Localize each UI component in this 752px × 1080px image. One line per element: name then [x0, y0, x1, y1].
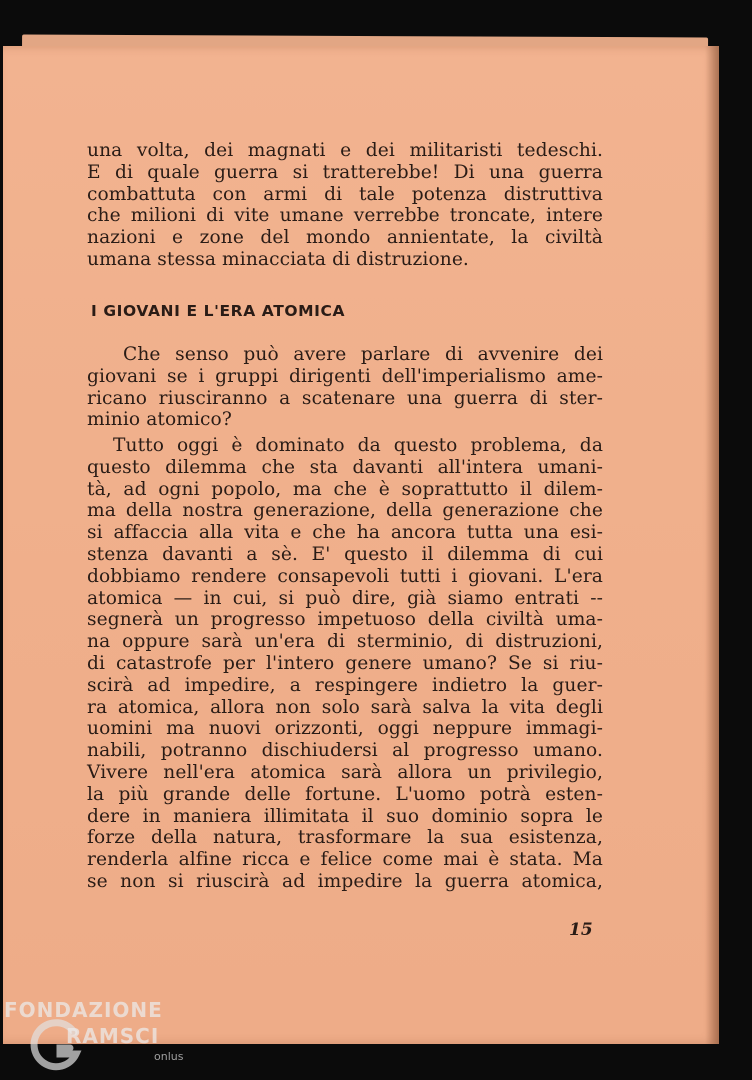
section-heading: I GIOVANI E L'ERA ATOMICA	[91, 302, 346, 320]
text-line: dere in maniera illimitata il suo dominio sopra le	[87, 805, 603, 827]
text-line: uomini ma nuovi orizzonti, oggi neppure immagi-	[87, 718, 603, 740]
text-line: na oppure sarà un'era di sterminio, di distruzioni,	[87, 631, 603, 653]
text-line: la più grande delle fortune. L'uomo potrà esten-	[87, 783, 603, 805]
text-line: stenza davanti a sè. E' questo il dilemma di cui	[87, 543, 603, 565]
text-line: ricano riusciranno a scatenare una guerra di ster-	[87, 387, 603, 409]
text-line: se non si riuscirà ad impedire la guerra atomica,	[87, 870, 603, 892]
text-line: nabili, potranno dischiudersi al progresso umano.	[87, 740, 603, 762]
text-line: ma della nostra generazione, della generazione che	[87, 500, 603, 522]
text-line: E di quale guerra si tratterebbe! Di una guerra	[87, 161, 603, 183]
text-line: scirà ad impedire, a respingere indietro la guer-	[87, 674, 603, 696]
watermark-line2: RAMSCI	[66, 1024, 160, 1048]
text-line: Vivere nell'era atomica sarà allora un privilegio,	[87, 761, 603, 783]
paragraph-question	[87, 344, 603, 431]
text-line: Che senso può avere parlare di avvenire dei	[123, 344, 603, 365]
text-line: segnerà un progresso impetuoso della civiltà uma-	[87, 609, 603, 631]
text-line: tà, ad ogni popolo, ma che è soprattutto il dilem-	[87, 478, 603, 500]
text-line: nazioni e zone del mondo annientate, la civiltà	[87, 227, 603, 249]
fondazione-gramsci-watermark	[4, 998, 194, 1078]
text-line: una volta, dei magnati e dei militaristi tedeschi.	[87, 140, 603, 161]
text-line: combattuta con armi di tale potenza distruttiva	[87, 183, 603, 205]
text-line: atomica — in cui, si può dire, già siamo entrati --	[87, 587, 603, 609]
paragraph-top	[87, 140, 603, 271]
text-line: ra atomica, allora non solo sarà salva la vita degli	[87, 696, 603, 718]
text-line: Tutto oggi è dominato da questo problema, da	[113, 435, 603, 456]
page-number: 15	[569, 920, 593, 940]
page-edge-shadow	[705, 46, 719, 1044]
text-line: umana stessa minacciata di distruzione.	[87, 248, 469, 270]
text-line: si affaccia alla vita e che ha ancora tutta una esi-	[87, 522, 603, 544]
text-line: dobbiamo rendere consapevoli tutti i giovani. L'era	[87, 565, 603, 587]
text-line: forze della natura, trasformare la sua esistenza,	[87, 827, 603, 849]
text-line: questo dilemma che sta davanti all'intera umani-	[87, 456, 603, 478]
paragraph-main	[87, 435, 603, 893]
text-line: renderla alfine ricca e felice come mai è stata. Ma	[87, 849, 603, 871]
watermark-suffix: onlus	[154, 1050, 184, 1063]
text-line: che milioni di vite umane verrebbe troncate, intere	[87, 205, 603, 227]
book-page	[3, 46, 719, 1044]
text-line: minio atomico?	[87, 409, 232, 431]
text-line: di catastrofe per l'intero genere umano? Se si riu-	[87, 652, 603, 674]
text-line: giovani se i gruppi dirigenti dell'imperialismo ame-	[87, 365, 603, 387]
watermark-line1: FONDAZIONE	[4, 998, 163, 1022]
